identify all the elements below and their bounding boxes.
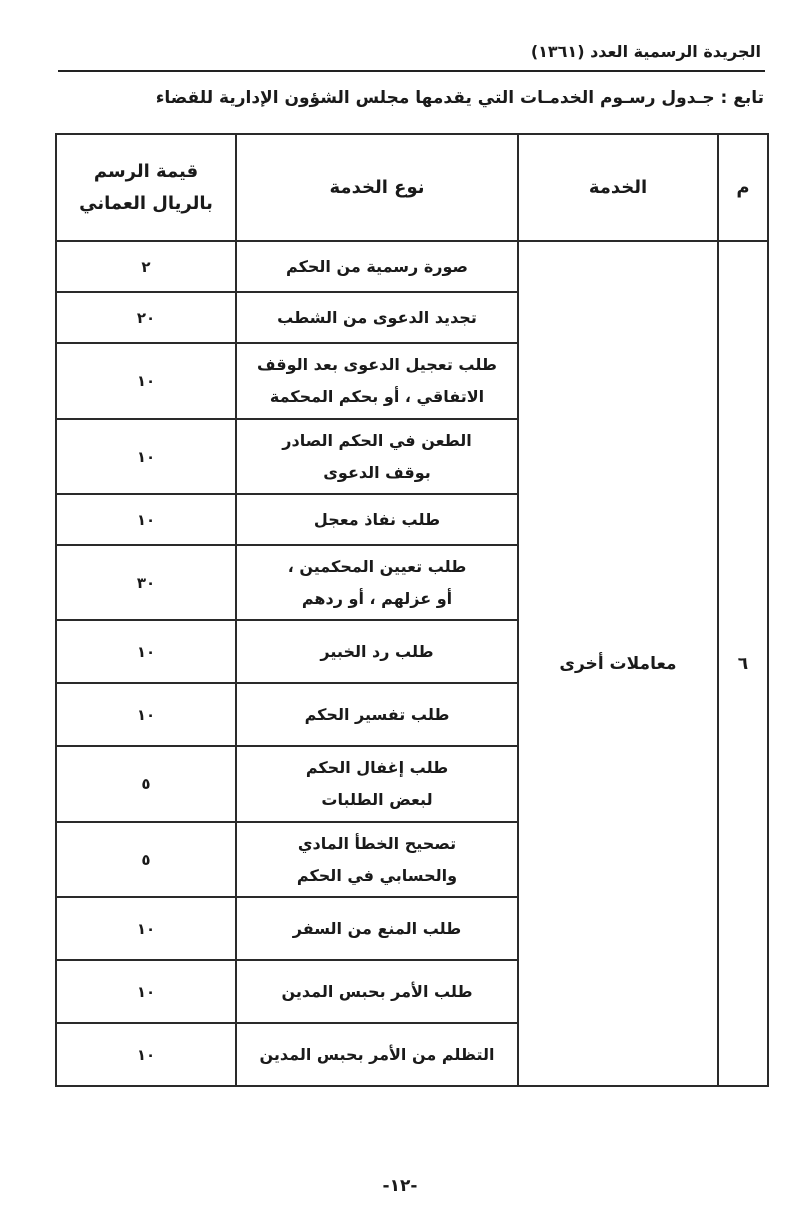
service-type-line: التظلم من الأمر بحبس المدين	[259, 1044, 495, 1064]
service-type-line: طلب المنع من السفر	[292, 918, 462, 938]
service-type-line: الاتفاقي ، أو بحكم المحكمة	[269, 387, 485, 406]
service-type-line: صورة رسمية من الحكم	[286, 256, 468, 276]
fees-table	[55, 133, 769, 1087]
fee-cell: ١٠	[56, 960, 236, 1023]
table-caption: تابع : جـدول رسـوم الخدمـات التي يقدمها مجلس الشؤون الإدارية للقضاء	[155, 88, 764, 108]
group-index-cell: ٦	[718, 241, 768, 1086]
fee-cell: ٥	[56, 746, 236, 822]
service-type-cell	[236, 545, 518, 620]
service-type-line: تجديد الدعوى من الشطب	[277, 307, 477, 327]
service-type-line: لبعض الطلبات	[321, 790, 433, 809]
fee-cell: ١٠	[56, 419, 236, 494]
fee-cell: ٢	[56, 241, 236, 292]
fee-cell: ٥	[56, 822, 236, 897]
group-service-cell: معاملات أخرى	[518, 241, 718, 1086]
fee-cell: ٢٠	[56, 292, 236, 343]
service-type-cell	[236, 343, 518, 419]
fee-cell: ١٠	[56, 494, 236, 545]
fee-cell: ١٠	[56, 1023, 236, 1086]
service-type-cell	[236, 746, 518, 822]
service-type-line: طلب تعيين المحكمين ،	[287, 556, 467, 576]
service-type-line: طلب إغفال الحكم	[305, 758, 449, 777]
gazette-header	[58, 40, 765, 72]
service-type-line: طلب تعجيل الدعوى بعد الوقف	[257, 355, 497, 374]
service-type-cell	[236, 292, 518, 343]
fee-cell: ١٠	[56, 343, 236, 419]
service-type-line: والحسابي في الحكم	[296, 865, 458, 885]
service-type-cell	[236, 241, 518, 292]
service-type-cell	[236, 620, 518, 683]
service-type-line: طلب نفاذ معجل	[313, 509, 441, 529]
fee-cell: ١٠	[56, 897, 236, 960]
service-type-line: طلب تفسير الحكم	[304, 704, 450, 724]
service-type-cell	[236, 683, 518, 746]
service-type-cell	[236, 960, 518, 1023]
fee-cell: ٣٠	[56, 545, 236, 620]
service-type-line: أو عزلهم ، أو ردهم	[301, 588, 453, 608]
service-type-line: الطعن في الحكم الصادر	[282, 430, 472, 450]
fee-cell: ١٠	[56, 620, 236, 683]
service-type-line: طلب الأمر بحبس المدين	[281, 981, 473, 1001]
column-header-fee	[56, 134, 236, 241]
fee-cell: ١٠	[56, 683, 236, 746]
service-type-cell	[236, 419, 518, 494]
service-type-cell	[236, 494, 518, 545]
service-type-line: تصحيح الخطأ المادي	[297, 833, 457, 853]
service-type-line: طلب رد الخبير	[320, 641, 434, 661]
page-number: -١٢-	[382, 1176, 418, 1196]
column-header-index: م	[718, 134, 768, 241]
column-header-service-type: نوع الخدمة	[236, 134, 518, 241]
gazette-title: الجريدة الرسمية العدد (١٣٦١)	[530, 42, 761, 61]
table-row	[56, 241, 768, 292]
column-header-fee-line1: قيمة الرسم	[93, 160, 199, 182]
table-header-row	[56, 134, 768, 241]
column-header-fee-line2: بالريال العماني	[79, 192, 213, 214]
column-header-service: الخدمة	[518, 134, 718, 241]
service-type-line: بوقف الدعوى	[323, 462, 431, 482]
service-type-cell	[236, 822, 518, 897]
service-type-cell	[236, 897, 518, 960]
service-type-cell	[236, 1023, 518, 1086]
